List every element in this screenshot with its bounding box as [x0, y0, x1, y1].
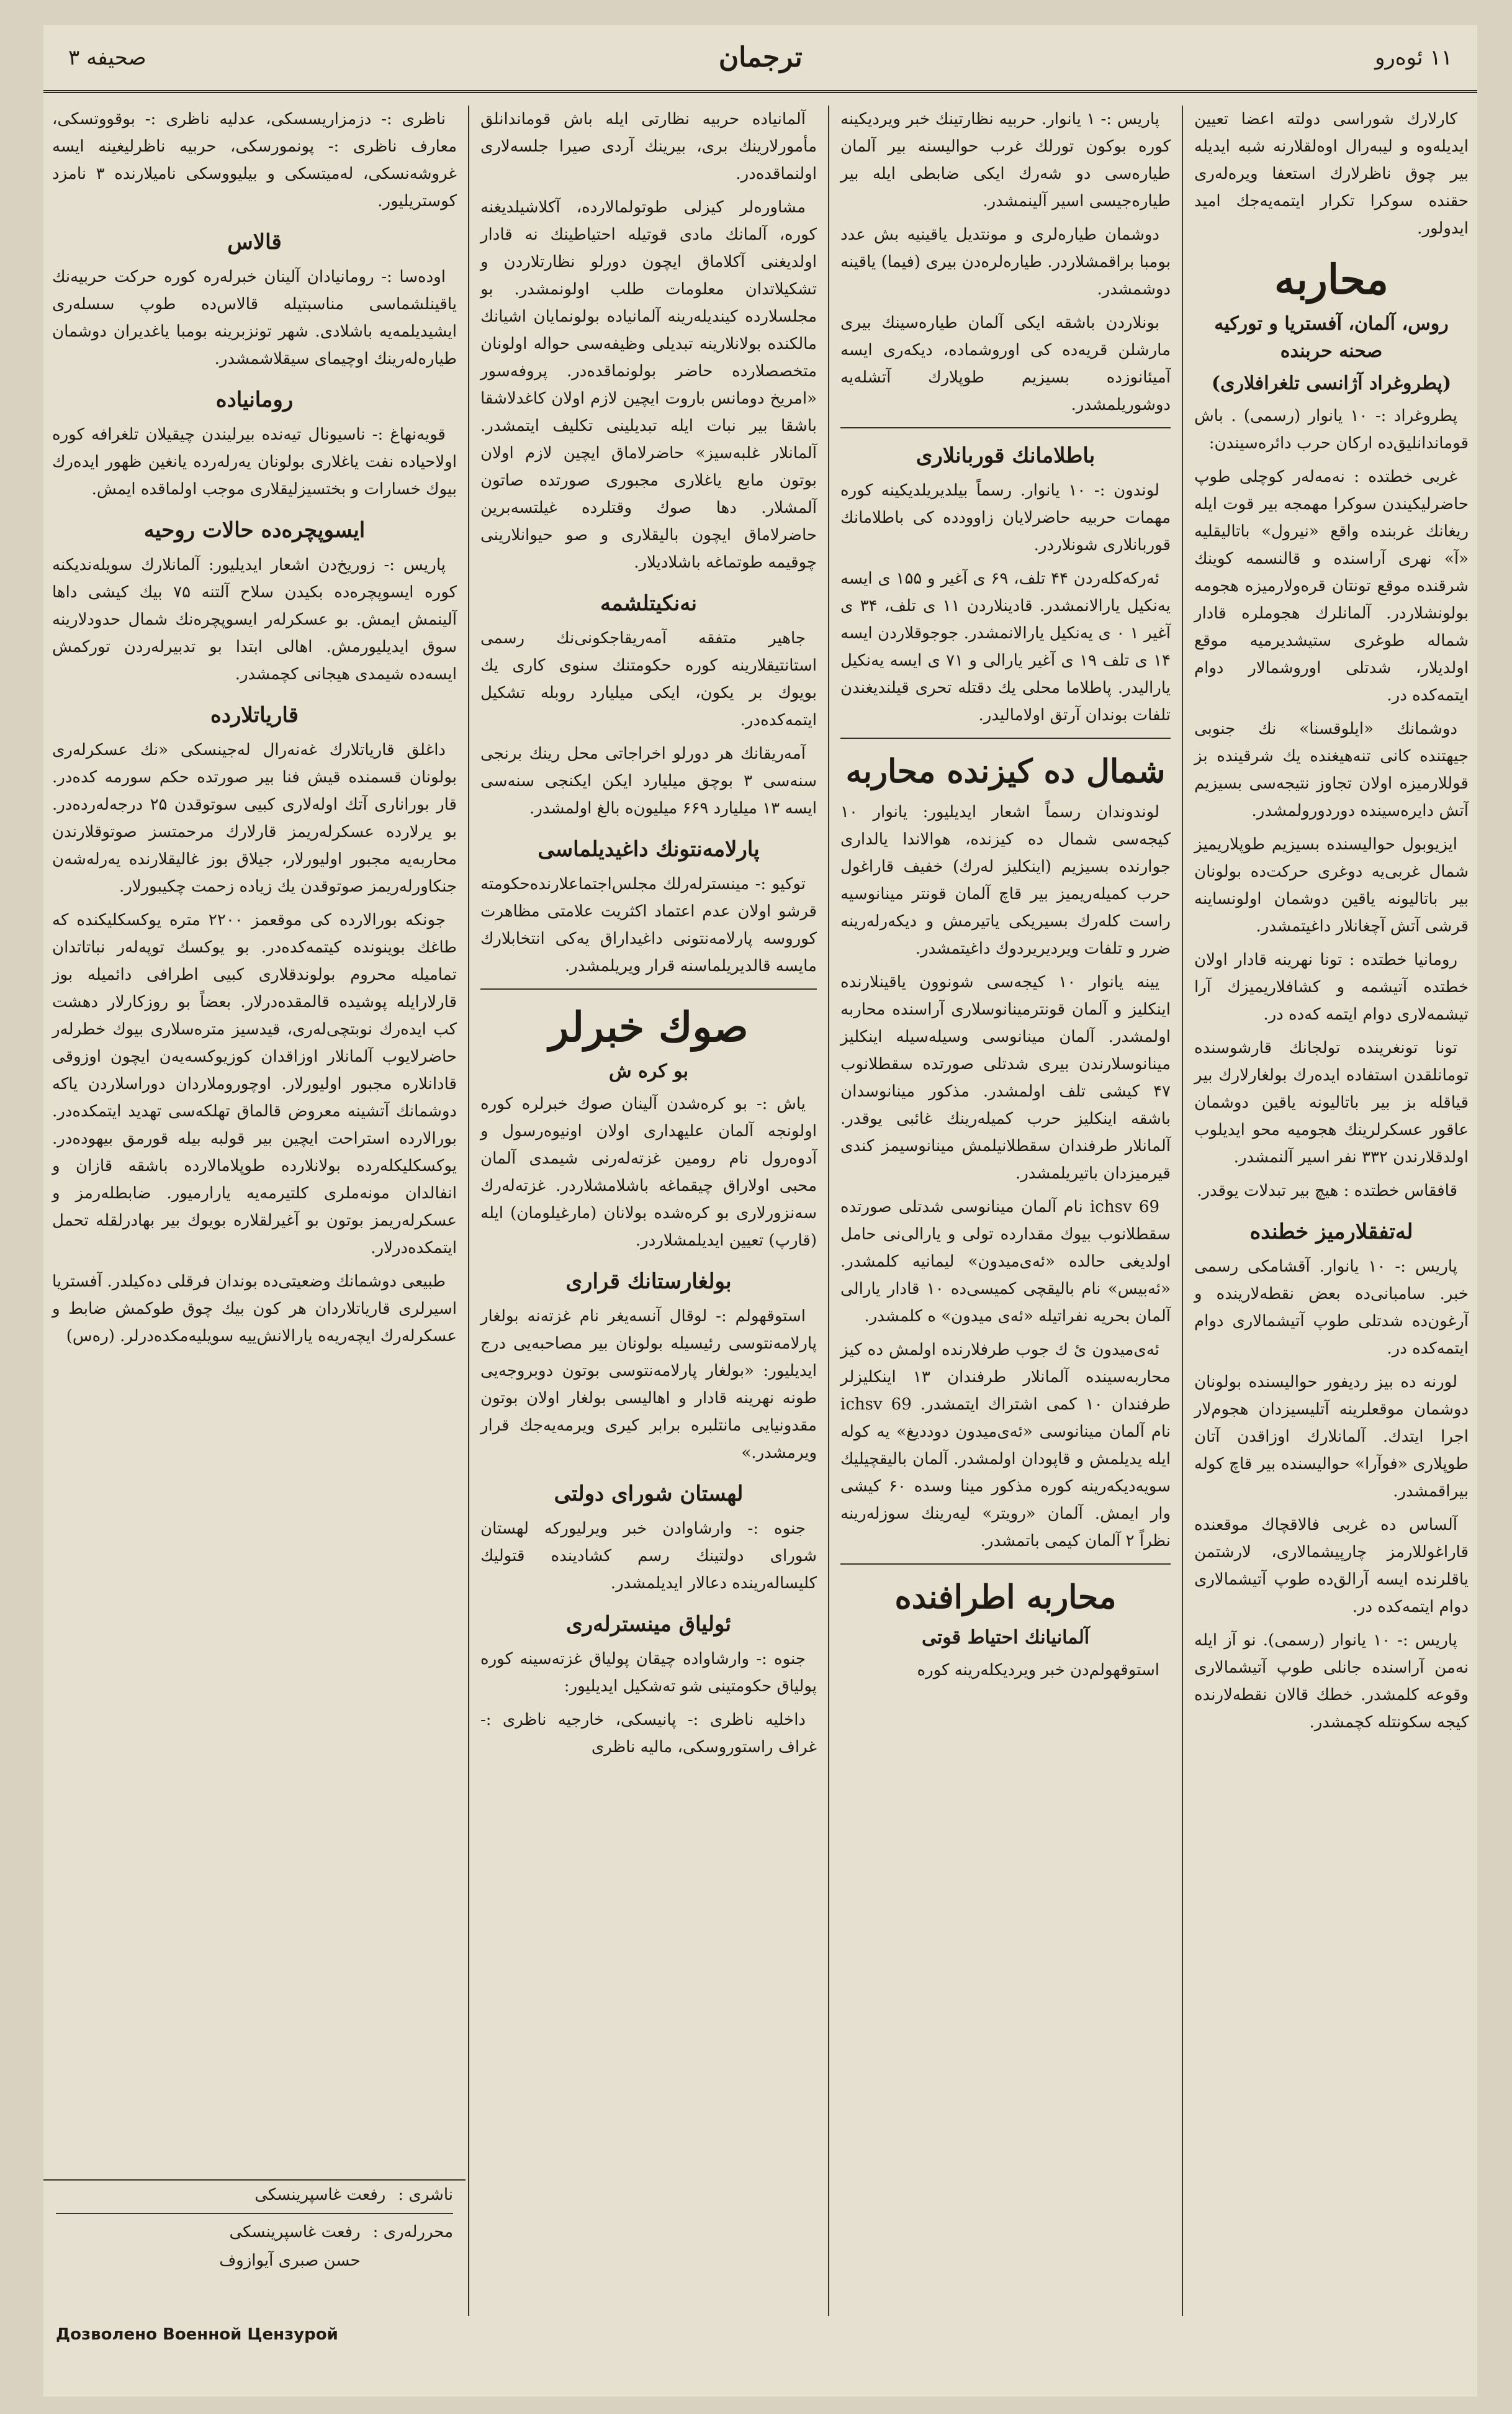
column-4: [43, 106, 466, 2173]
article-paragraph: لورنه ده بیز ردیفور حوالیسنده بولونان دوشمان موقعلرینه آتلیسیزدان هجوم‌لار اجرا ایتدك. آلمانلارك اوزاقدن آتان طوپلاری «فوآرا» حوالیسندە بیر قاچ کوله بیراقمشدر.: [1194, 1373, 1469, 1501]
article-paragraph: بونلاردن باشقە ایکی آلمان طیاره‌سینك بیری مارشلن قریه‌ده کی اوروشماده، دیکەری ایسه آمیئانوزده بسیزیم طوپلارك آتشلەیە دوشوریلمشدر.: [840, 314, 1171, 414]
divider: [840, 1563, 1171, 1565]
article-paragraph: تونا تونغرینده تولجانك قارشوسنده تومانلقدن استفاده ایدەرك بولغارلارك بیر قیاقله بز بیر باتالیونه یاقین دوشمان عاقور عسکرلرینك هجومیه محو ایدیلوب اولدقلارندن ۳۳۲ نفر اسیر آلنمشدر.: [1194, 1039, 1469, 1167]
article-paragraph: استوقهولم‌دن خبر ویردیکلەرینه کوره: [917, 1661, 1159, 1679]
divider: [840, 738, 1171, 739]
article-paragraph: پاریس :- ۱۰ یانوار. آقشامکی رسمی خبر. سامبانی‌ده بعض نقطه‌لاریندە و آرغون‌ده شدتلی طوپ آتیشمالاری دوام ایتمه‌کده در.: [1194, 1257, 1469, 1358]
article-paragraph: دوشمانك «ایلوقسنا» نك جنوبی جیهتندە کانی تنەهیغنده یك شرقیندە بز قوللارمیزه اولان تجاوز نتیجه‌سی بسیزیم آتش دایره‌سیندە دوردورولمشدر.: [1194, 720, 1469, 820]
section-heading-parliament: پارلامه‌نتونك داغیدیلماسی: [538, 837, 760, 862]
section-heading-galati: قالاس: [227, 230, 282, 255]
article-paragraph: استوقهولم :- لوقال آنسه‌یغر نام غزته‌نه بولغار پارلامه‌نتوسی رئیسیله بولونان بیر مصاحبه‌یی درج ایدیلیور: «بولغار پارلامه‌نتوسی بوتون دوبروجه‌یی طونه نهرینه قادار و اهالیسی بولغار اولان بوتون مقدونیایی مانتلبره برابر کیری ویرمه‌یه‌جك قرار ویرمشدر.»: [480, 1307, 817, 1462]
column-2: [832, 106, 1179, 2316]
section-heading-around-war: محاربه اطرافنده: [894, 1578, 1117, 1616]
article-paragraph: پاریس :- ۱ یانوار. حربیه نظارتینك خبر ویردیکینه کوره بوکون تورلك غرب حوالیسنه بیر آلمان طیارەسی دو شه‌رك ایکی ضابطی ایلە بیر طیاره‌جیسی اسیر آلینمشدر.: [840, 110, 1171, 210]
article-paragraph: جنوه :- وارشاوادن خبر ویرلیورکه لهستان شورای دولتینك رسم کشادینده قتولیك کلیسا‌لەرینده دعالار ایدیلمشدر.: [480, 1519, 817, 1593]
article-paragraph: آلمانیاده حربیه نظارتی ایله باش قوماندانلق مأمورلارینك بری، بیرینك آردی صیرا جلسه‌لاری اولنماقده‌در.: [480, 110, 817, 183]
section-heading-war: محاربه: [1274, 255, 1388, 304]
publisher-label: ناشری :: [398, 2186, 453, 2204]
section-heading-polish-ministers: ئولیاق مینسترله‌ری: [566, 1612, 731, 1637]
article-paragraph: جاهیر متفقه آمه‌ریقا‌جکونی‌نك رسمی استانتیقلارینه کوره حکومتنك سنوی کاری یك بویوك بر یکون، ایکی میلیارد روبله تشکیل ایتمه‌کده‌در.: [480, 629, 817, 730]
article-paragraph: لوندون :- ۱۰ یانوار. رسماً بیلدیریلدیکینه کوره مهمات حربیه حاضرلایان زاووددە کی باطلامانك قوربانلاری شونلاردر.: [840, 481, 1171, 554]
page-number: صحیفه ۳: [68, 45, 146, 70]
article-paragraph: مشاورەلر کیزلی طوتولمالارده، آکلاشیلدیغنه کوره، آلمانك مادی قوتیله احتیاطینك نه قادار اولدیغنی آکلاماق ایچون دورلو نظارتلاردن و تشکیلاتدان معلومات طلب اولونمشدر. بو مجلسلارده کیندیلەرینه آلمانیاده بولونمایان اشیانك مالکنده بولانلارینه تبدیلی وظیفه‌سی حواله اولونان متخصصلارده حاضر بولونماقده‌در. پروفه‌سور «امریخ دومانس باروت ایچین لازم اولان کاغدلاشقا باشقا بیر نبات ایله تبدیلینی تکلیف ایتمشدر. آلمانلار غلبه‌سیز» حاضرلاماق ایچین لازم اولان بوتون مابع یاغلاری مجبوری صورتده صاتون آلمشلار. دها صوك وقتلرده غیلتسه‌برین حاضرلاماق ایچون بالیقلاری و صو حیوانلارینی چوقیمه طوتماغه باشلادیلار.: [480, 198, 817, 572]
column-divider: [1182, 106, 1183, 2316]
article-paragraph: یاش :- بو کرەشدن آلینان صوك خبرلره کوره اولونجه آلمان علیهداری اولان اونیوه‌رسول و آدوه‌رول نام رومین غزته‌لەرنی شیمدی آلمان محبی اولاراق چیقماغه باشلامشلاردر. غزته‌لەرك سەنزورلاری بو کرەشده بولانان (مارغیلومان) ایله (قارپ) تعیین ایدیلمشلاردر.: [480, 1095, 817, 1250]
section-subheading: آلمانیانك احتیاط قوتی: [921, 1627, 1090, 1648]
section-heading-explosion: باطلامانك قوربانلاری: [916, 443, 1096, 468]
article-paragraph: لوندوندان رسماً اشعار ایدیلیور: یانوار ۱۰ کیجه‌سی شمال ده کیزنده، هوالاندا یالداری جوارنده بسیزیم (اینکلیز لەرك) خفیف قاراغول حرب کمیله‌ریمیز بیر قاچ آلمان قونتر مینانوسیه راست کلەرك بسیریکی یاتیرمش و دیکەرلەرینه ضرر و تلفات ویردیریردوك داغیتمشدر.: [840, 803, 1171, 958]
intro-paragraph: کارلارك شوراسی دولتە اعضا تعیین ایدیلەوە و لیبەرال اوەلقلارنە شبه ایدیلە بیر چوق ناظرلارك استعفا ویرەلەری حقندە سوکرا تکرار ایتمه‌یەجك امید ایدولور.: [1194, 110, 1469, 238]
article-paragraph: غربی خطتده : نەمەلەر کوچلی طوپ حاضرلیکیندن سوکرا مهمجه بیر قوت ایلە ریغانك غربندە واقع «نیرول» باتالیقلیە «آ» نهری آراسندە و قالنسمە کوینك شرقندە موقع تونتان قرەولارمیزه هجومه بولونشلاردر. آلمانلرك هجوملرە قادار شمالە طوغری ستیشدیرمیە موقع اولدیلار، شدتلی اوروشمالار دوام ایتمەکده در.: [1194, 468, 1469, 705]
page-header: [43, 25, 1477, 93]
article-paragraph: پاریس :- زوریخ‌دن اشعار ایدیلیور: آلمانلارك سویلەندیکنه کوره ایسوپچرەده بکیدن سلاح آلتنه ۷۵ بیك کیشی داها آلینمش ایمش. بو عسکرلەر ایسوپچرەنك شمال حدودلارینه سوق ایدیلیورمش. اهالی ابتدا بو تدبیرلەردن تورکمش ایسه‌ده شیمدی هیجانی کچمشدر.: [52, 556, 457, 684]
article-paragraph: آمه‌ریقانك هر دورلو اخراجاتی محل رینك برنجی سنه‌سی ۳ بوچق میلیارد ایکن ایکنجی سنه‌سی ایسه ۱۳ میلیارد ۶۶۹ میلیون‌ه بالغ اولمشدر.: [480, 744, 817, 818]
section-heading-switzerland: ایسوپچرەده حالات روحیه: [143, 518, 366, 543]
publisher-line: [56, 2181, 453, 2209]
masthead: ترجمان: [718, 42, 803, 73]
editors-names: [219, 2218, 360, 2275]
section-heading-latest-news: صوك خبرلر: [549, 1003, 749, 1051]
section-subheading: بو کرە ش: [609, 1060, 688, 1082]
article-paragraph: قویه‌نهاغ :- ناسیونال تیه‌نده بیرلیندن چیقیلان تلغرافه کوره اولاحیاده نفت یاغلاری بولونان یه‌رلەرده یانغین ظهور ایده‌رك بیوك خسارات و بختسیزلیقلاری موجب اولماقده ایمش.: [52, 425, 457, 499]
article-paragraph: رومانیا خطتده : تونا نهرینه قادار اولان خطتده آتیشمه و کشافلاریمیزك آرا تیشمەلاری دوام ایتمه کەده در.: [1194, 951, 1469, 1024]
article-paragraph: ناظری :- دزمزاریسسکی، عدلیه ناظری :- بوقووتسکی، معارف ناظری :- پونمورسکی، حربیه ناظرلیغینه ایسه غروشه‌نسکی، له‌میتسکی و بیلیووسکی نامیلارنده ۳ نامزد کوستریلیور.: [52, 110, 457, 210]
divider: [480, 988, 817, 990]
column-1: [1186, 106, 1477, 2316]
section-subheading: روس، آلمان، آفستریا و تورکیه صحنه حربنده: [1214, 313, 1449, 362]
section-heading-carpathians: قاریاتلارده: [210, 703, 299, 728]
section-heading-romania: رومانیاده: [215, 387, 294, 412]
article-paragraph: قافقاس خطتده : هیچ بیر تبدلات یوقدر.: [1197, 1182, 1457, 1200]
column-divider: [828, 106, 829, 2316]
article-paragraph: دوشمان طیاره‌لری و مونتدیل یاقینیه بش عدد بومبا براقمشلاردر. طیاره‌لرەدن بیری (فیما) یاقینه دوشمشدر.: [840, 225, 1171, 299]
article-paragraph: جنوه :- وارشاوادە چیقان پولیاق غزته‌سینه کوره پولیاق حکومتینی شو تەشکیل ایدیلیور:: [480, 1650, 817, 1696]
article-paragraph: پاریس :- ۱۰ یانوار (رسمی). نو آز ایلە نەمن آراسندە جانلی طوپ آتیشمالاری وقوعه کلمشدر. خطك قالان نقطه‌لارندە کیجه سکونتله کچمشدر.: [1194, 1631, 1469, 1732]
article-paragraph: 69 ichsv نام آلمان مینانوسی شدتلی صورتده سقطلانوب بیوك مقدارده تولی و یارالی‌نی حامل اولدیغی حالده «ئەی‌میدون» لیمانیه کلمشدر. «ئەبیس» نام بالیقچی کمیسی‌ده ۱۰ قادار یارالی آلمان بحریه نفراتیله «ئەی میدون» ه کلمشدر.: [840, 1198, 1171, 1326]
article-paragraph: داخلیه ناظری :- پانیسکی، خارجیه ناظری :- غراف راستوروسکی، مالیه ناظری: [480, 1711, 817, 1756]
article-paragraph: آلساس ده غربی فالاقچاك موقعنده قاراغوللارمز چارپیشمالاری، لارشتمن یاقلرنده ایسه آرالق‌ده طوپ آتیشمالاری دوام ایتمه‌کده در.: [1194, 1516, 1469, 1616]
editor-name: رفعت غاسپرینسکی: [229, 2223, 361, 2241]
article-paragraph: ئەی‌میدون ئ ك جوب طرفلارنده اولمش ده کیز محاربه‌سینده آلمانلار طرفندان ۱۳ اینکلیزلر طرفندان ۱۰ کمی اشتراك ایتمشدر. 69 ichsv نام آلمان مینانوسی «ئه‌ی‌میدون دوددیغ» یه کوله ایلە یدیلمش و قاپودان اولمشدر. آلمان بالیقچیلیك سویه‌دیکەرینه کوره مذکور مینا وسده ۶۰ کیشی وار ایمش. آلمان «رویتر» لیەرینك سوزلەرینه نظراً ۲ آلمان کیمی باتمشدر.: [840, 1340, 1171, 1550]
article-paragraph: توکیو :- مینستر‌لەرلك مجلس‌اجتماعلارندەحکومته قرشو اولان عدم اعتماد اکثریت علامتی مظاهرت کوروسه پارلامه‌نتونی داغیداراق یه‌کی انتخابلارك مایسه قالدیریلماسنه قرار ویریلمشدر.: [480, 875, 817, 975]
column-3: [472, 106, 826, 2316]
issue-date: ۱۱ ئوەرو: [1374, 45, 1452, 70]
censor-notice: [43, 2322, 466, 2390]
article-paragraph: اوده‌سا :- رومانیادان آلینان خبرلەره کوره حرکت حربیه‌نك یاقینلشماسی مناسبتیله قالاس‌ده طوپ سسلەری ایشیدیلمه‌یه باشلادی. شهر تونزبرینه بومبا یاغدیران دوشمان طیاره‌لەرینك اوچیمای سیقلاشمشدر.: [52, 268, 457, 368]
section-heading-poland-council: لهستان شورای دولتی: [554, 1481, 744, 1506]
article-paragraph: ایزیوبول حوالیسندە بسیزیم طوپلاریمیز شمال غربی‌یه دوغری حرکت‌دە بولونان بیر باتالیونه یاقین دوشمان اولونساینە قرشی آتش آچغانلار داغیتمشدر.: [1194, 835, 1469, 936]
editor-name: حسن صبری آیواز‌وف: [219, 2251, 361, 2270]
section-heading-bulgaria: بولغارستانك قراری: [565, 1269, 732, 1294]
divider: [840, 427, 1171, 428]
article-paragraph: پطروغراد :- ۱۰ یانوار (رسمی) . باش قوماندانلیق‌ده ارکان حرب دائرەسیندن:: [1194, 407, 1469, 453]
article-paragraph: ئەرکه‌کلەردن ۴۴ تلف، ۶۹ ی آغیر و ۱۵۵ ی ایسه یەنکیل یارالانمشدر. قادینلاردن ۱۱ ی تلف، ۳۴ ی آغیر ۱ ۰ ی یەنکیل یارالانمشدر. جوجوقلاردن ایسه ۱۴ ی تلف ۱۹ ی آغیر یارالی و ۷۱ ی ایسه یەنکیل یارالیدر. پاطلاما محلی یك دقتله تحری قیلندیغندن تلفات بوندان آرتق اولامالیدر.: [840, 569, 1171, 725]
article-paragraph: جونکه بورالاردە کی موقعمز ۲۲۰۰ متره یوکسکلیکنده که طاغك بوینونده کیتمه‌کده‌در. بو یوکسك توپه‌لەر نباتاتدان تمامیله محروم بولوندقلاری کبیی اطرافی دائمیله بوز قارلارایله پوشیده قالمقده‌درلار. بعضاً بو روزکارلار دهشت کب ایده‌رك نوبتچی‌لەری، قیدسیز متره‌سلاری بیوك خطرلەر حاضرلایوب آلمانلار اوزاقدان کوزیوکسه‌یه‌ن ایچون اوزوقی قادانلاره مجبور اولیورلار. اوچوروملاردان دوراسلاردن یاکه دوشمانك آتشینه معروض قالماق تهلکه‌سی تهدید ایتمکده‌در. بورالارده استراحت ایچین بیر قولبه بیله قورمق بیهوده‌در. یوکسکلیکلەرده بولانلارده طوپلامالارده باشقه قازان و انفالدان مونه‌ملری کلتیرمه‌یه یارارمیور. ضابطلەرمز و عسکرلەریمز بوتون بو آغیرلقلاره بویوك بیر بهادرلقله تحمل ایتمکده‌درلار.: [52, 911, 457, 1257]
section-heading-north-sea: شمال ده کیزنده محاربه: [845, 753, 1166, 790]
publisher-name: رفعت غاسپرینسکی: [254, 2186, 386, 2204]
editors-line: [56, 2218, 453, 2275]
column-divider: [468, 106, 469, 2316]
section-heading-allies: لەتفقلارمیز خطنده: [1249, 1219, 1413, 1244]
censor-text: Дозволено Военной Цензурой: [56, 2325, 338, 2344]
article-paragraph: داغلق قاریاتلارك غه‌نه‌رال له‌جینسکی «نك عسکرلەری بولونان قسمنده قیش فنا بیر صورتده حکم سورمه کده‌در. قار بوراناری آتك اوله‌لاری کبیی سوتوقدن ۲۵ درجه‌لەرده‌در. بو یرلاردە عسکرلەریمز قارلارك مرحمتسز صوتوقلارندن محاربه‌یه مجبور اولیورلار، جیلاق بوز غالیقلارنده یه‌رلەشه‌ن جنکاورلەریمز صوتوقدن یك زیاده زحمت چکیبورلار.: [52, 741, 457, 896]
section-source: (پطروغراد آژانسی تلغرافلاری): [1211, 373, 1452, 394]
newspaper-page: [43, 25, 1477, 2397]
editors-label: محررلەری :: [372, 2223, 453, 2241]
imprint-block: [43, 2179, 466, 2322]
section-heading-economy: نه‌نکیتلشمه: [600, 591, 697, 616]
article-paragraph: طبیعی دوشمانك وضعیتی‌ده بوندان فرقلی ده‌کیلدر. آفستریا اسیرلری قاریاتلاردان هر کون بیك چوق طوکمش ضابط و عسکرلەرك ایچه‌ریه‌ه‌ یارالانش‌ییه‌ سویلیه‌مکده‌درلر. (ره‌س): [52, 1272, 457, 1345]
divider: [56, 2213, 453, 2214]
article-paragraph: یینه یانوار ۱۰ کیجه‌سی شونوون یاقینلارنده اینکلیز و آلمان قونترمینانوسلاری آراسنده محاربه اولمشدر. آلمان مینانوسی وسیله‌سیله اینکلیز مینانوسلارندن بیری شدتلی صورتده سقطلانوب ۴۷ کیشی تلف اولمشدر. مذکور مینانوسدان باشقه اینکلیز حرب کمیله‌رینك غائبی یوقدر. آلمانلار طرفندان سقطلانیلمش مینانوسیمز کندی قیرمیزدان باتیریلمشدر.: [840, 973, 1171, 1183]
